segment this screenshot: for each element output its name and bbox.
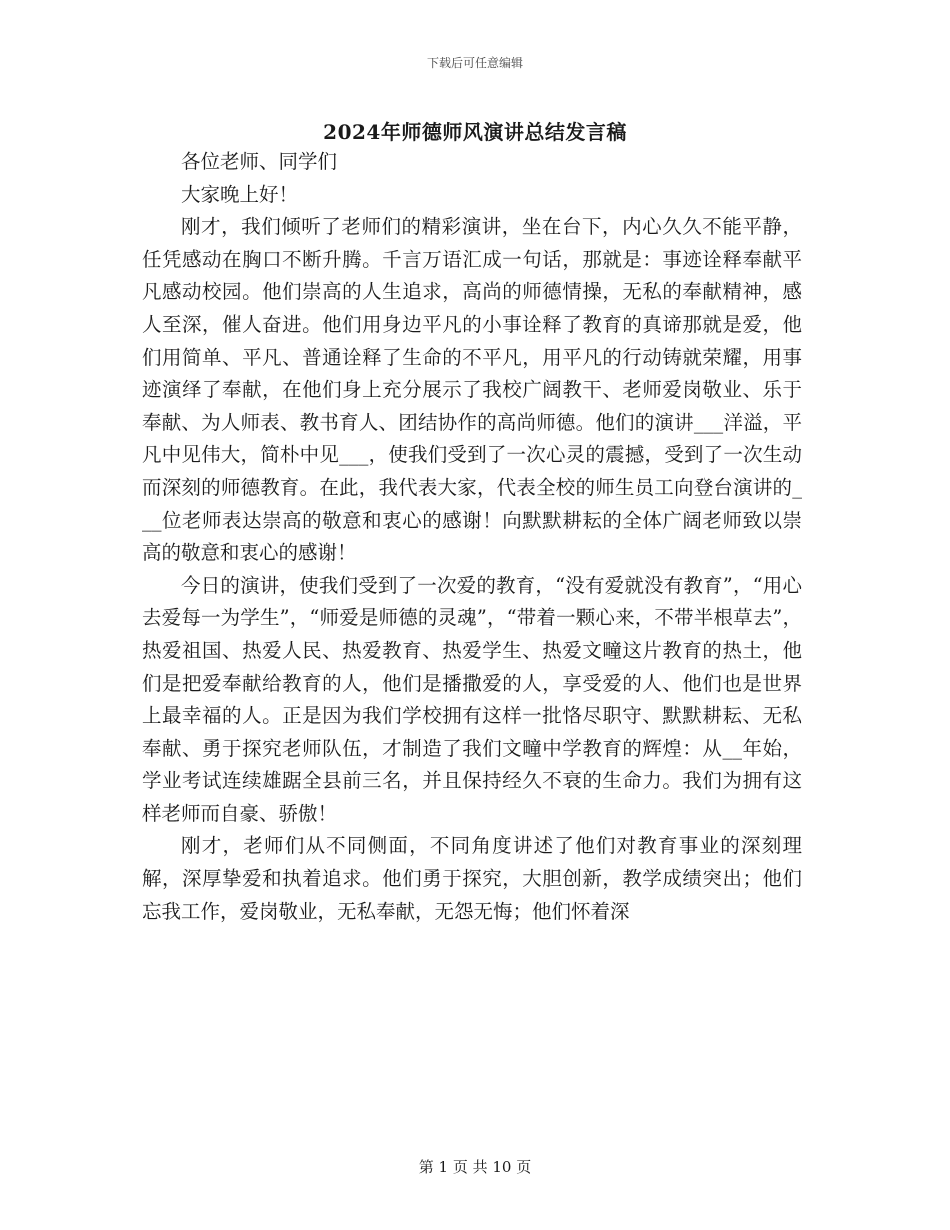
paragraph: 刚才，我们倾听了老师们的精彩演讲，坐在台下，内心久久不能平静，任凭感动在胸口不断升腾。千言万语汇成一句话，那就是：事迹诠释奉献平凡感动校园。他们崇高的人生追求，高尚的师德情操，无私的奉献精神，感人至深，催人奋进。他们用身边平凡的小事诠释了教育的真谛那就是爱，他们用简单、平凡、普通诠释了生命的不平凡，用平凡的行动铸就荣耀，用事迹演绎了奉献，在他们身上充分展示了我校广阔教干、老师爱岗敬业、乐于奉献、为人师表、教书育人、团结协作的高尚师德。他们的演讲___洋溢，平凡中见伟大，简朴中见___，使我们受到了一次心灵的震撼，受到了一次生动而深刻的师德教育。在此，我代表大家，代表全校的师生员工向登台演讲的___位老师表达崇高的敬意和衷心的感谢！向默默耕耘的全体广阔老师致以崇高的敬意和衷心的感谢！ xyxy=(142,215,802,565)
paragraph: 今日的演讲，使我们受到了一次爱的教育，“没有爱就没有教育”，“用心去爱每一为学生”，“师爱是师德的灵魂”，“带着一颗心来，不带半根草去”，热爱祖国、热爱人民、热爱教育、热爱学生、热爱文疃这片教育的热土，他们是把爱奉献给教育的人，他们是播撒爱的人，享受爱的人、他们也是世界上最幸福的人。正是因为我们学校拥有这样一批恪尽职守、默默耕耘、无私奉献、勇于探究老师队伍，才制造了我们文疃中学教育的辉煌：从__年始，学业考试连续雄踞全县前三名，并且保持经久不衰的生命力。我们为拥有这样老师而自豪、骄傲！ xyxy=(142,573,802,825)
salutation: 各位老师、同学们 xyxy=(181,150,338,173)
page-footer: 第 1 页 共 10 页 xyxy=(418,1158,532,1176)
document-body xyxy=(142,146,802,928)
page-header-note: 下载后可任意编辑 xyxy=(426,56,523,70)
document-title: 2024年师德师风演讲总结发言稿 xyxy=(323,120,627,144)
paragraph: 刚才，老师们从不同侧面，不同角度讲述了他们对教育事业的深刻理解，深厚挚爱和执着追求。他们勇于探究，大胆创新，教学成绩突出；他们忘我工作，爱岗敬业，无私奉献，无怨无悔；他们怀着深 xyxy=(142,834,802,923)
greeting: 大家晚上好！ xyxy=(181,182,299,206)
